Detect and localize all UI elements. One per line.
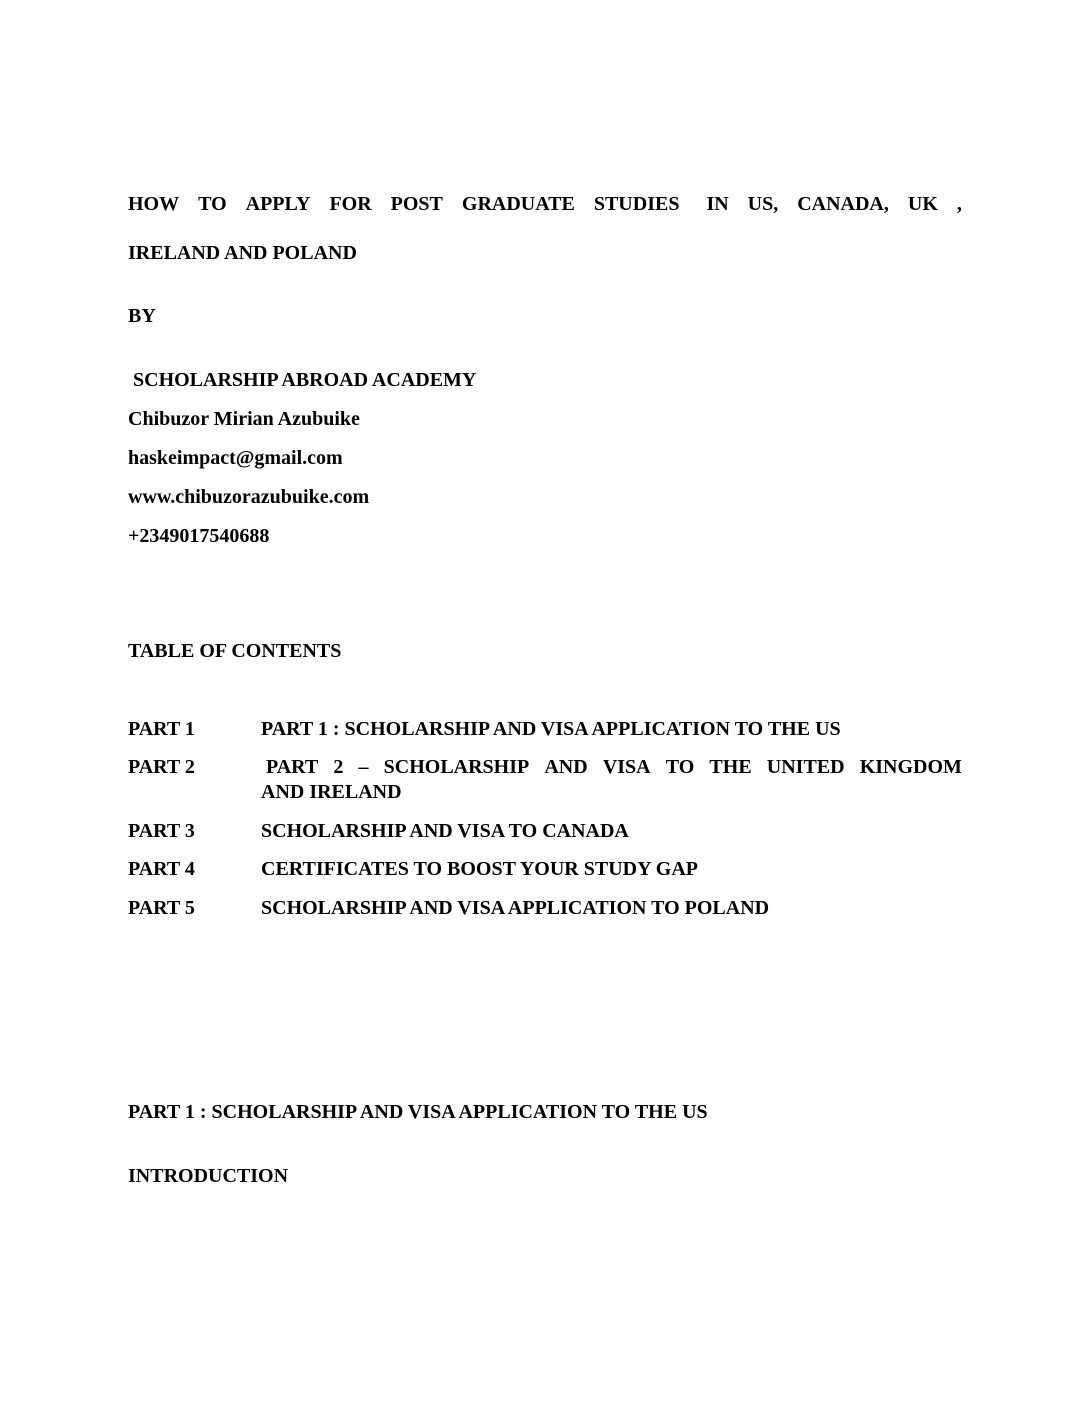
title-word: US, <box>747 193 779 215</box>
author-phone: +2349017540688 <box>128 525 270 547</box>
title-word: STUDIES <box>593 193 680 215</box>
toc-item-title-continued: AND IRELAND <box>261 781 402 803</box>
title-word: UK <box>907 193 938 215</box>
toc-item-number: PART 2 <box>128 756 195 778</box>
author-name: Chibuzor Mirian Azubuike <box>128 408 360 430</box>
title-word: HOW <box>128 193 180 215</box>
toc-heading: TABLE OF CONTENTS <box>128 640 342 662</box>
title-word: FOR <box>329 193 372 215</box>
organization-name: SCHOLARSHIP ABROAD ACADEMY <box>133 369 477 391</box>
title-word: POST <box>390 193 443 215</box>
title-word: , <box>956 193 962 215</box>
title-word: GRADUATE <box>461 193 575 215</box>
title-word: TO <box>198 193 227 215</box>
toc-item-title: SCHOLARSHIP AND VISA APPLICATION TO POLAND <box>261 897 770 919</box>
toc-item-title <box>266 755 962 779</box>
toc-item-number: PART 4 <box>128 858 195 880</box>
document-title-line-1 <box>128 192 962 216</box>
toc-item-number: PART 5 <box>128 897 195 919</box>
by-label: BY <box>128 305 156 327</box>
title-word: IN <box>706 193 729 215</box>
title-word: CANADA, <box>797 193 889 215</box>
document-title-line-2: IRELAND AND POLAND <box>128 242 357 264</box>
toc-item-number: PART 3 <box>128 820 195 842</box>
toc-item-title: SCHOLARSHIP AND VISA TO CANADA <box>261 820 629 842</box>
toc-item-title-line-1: PART 2 – SCHOLARSHIP AND VISA TO THE UNITED KINGDOM <box>266 756 962 778</box>
author-website: www.chibuzorazubuike.com <box>128 486 370 508</box>
title-word: APPLY <box>245 193 311 215</box>
section-subheading: INTRODUCTION <box>128 1165 289 1187</box>
toc-item-number: PART 1 <box>128 718 195 740</box>
author-email: haskeimpact@gmail.com <box>128 447 343 469</box>
toc-item-title: CERTIFICATES TO BOOST YOUR STUDY GAP <box>261 858 698 880</box>
toc-item-title: PART 1 : SCHOLARSHIP AND VISA APPLICATION TO THE US <box>261 718 841 740</box>
section-heading: PART 1 : SCHOLARSHIP AND VISA APPLICATION TO THE US <box>128 1101 708 1123</box>
